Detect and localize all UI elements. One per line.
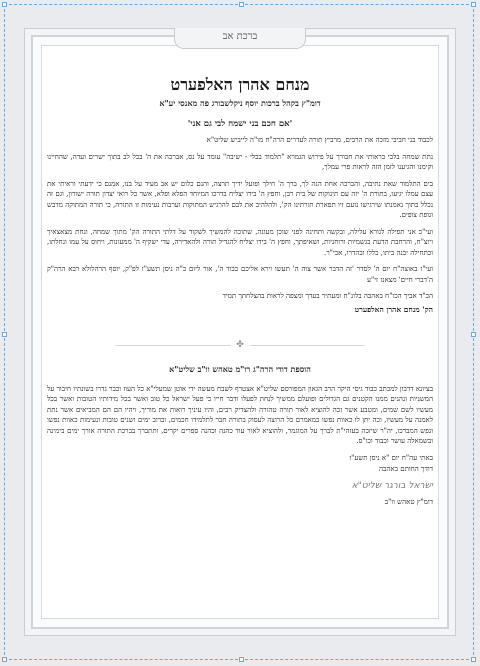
closing-line: דודך החותם באהבה (378, 464, 433, 473)
letter-title: מנחם אהרן האלפערט (170, 75, 310, 94)
letter-content (47, 69, 433, 615)
body-paragraph: ועי"כ אני תפילה לנורא עלילה, ובקשה ותחינה לפני שוכן מעונה, שתוכה להמשיך לשקוד על דלתי התורה הק' מתוך שמחה, ונחת מצאצאיך ויוצ"ח, והרחבת הדעת בגשמיות ורוחניות, ושאיפתך, וחפץ ה' בידו יצליח להגדיל תורה ולהאדירה, עדי ישקיף ה' ממעונות, ויחוס על עמו ונחלתו, וכתחילה יבנה ביתו, כללו ובהדרו, אכי"ר. (47, 227, 433, 257)
resize-handle[interactable] (239, 657, 244, 662)
addition-paragraph: בציונא דדבון למכתב כבוד גיסי היקר הרב הגאון המפורסם שליט"א אצטרף לשבח מעשה ידי אוטן שמעלי"א כל העוז וכבר גדרו בשונתיו חיבור על המשניות ונהנים ממנו הקטנים גם הגדולים ופועלם ממשיך לנחת לפעלו ודבר חייו כי פעל ישראל כל טוב ואשר בכל מידותיו הטובות ואשר בכל מעשיו לשם שמים, ומטבע אשר זכה להוציא לאור תורה טהורה ולהצדיק רבים, והיו עיניך רואות את מוריך, ויהיו הם הם המביאים אשר נתת לאמנה על מעשיו, וכה יתן לו כאוות נפשו כמאמרם כל הרוצה לעסוק בתורה חבר לתלמידו חכמים, וברוב ימים ושנים טובות ונעימות כאוות נפשו ונפש המברכו, יה"ר שיזכה בעזהי"ת לברך על המוגמר, ולהוציא לאור עוד כהנה וכהנה ספרים יקרים, ותתברך בברכת התורה אורך ימים בימינה ובשמאלה עושר וכבוד וכו"ס. (47, 384, 433, 445)
greeting: לכבוד בני חביבי מזכה את הרבים, מרביץ תורה לעדרים הרה"ח מו"ה לייביש שליט"א (206, 136, 433, 144)
addition-title: הוספת דודי הרה"ג רו"מ טאהש וו"ב שליט"א (169, 363, 311, 374)
body-paragraph: ועי"ז באוצה"ח יום ה' לסדר 'זה הדבר אשר צוה ה' תעשו וירא אליכם כבוד ה', אור ליום כ"ה ניסן תשע"ז לפ"ק, יוסף הרהלולא רבא הרה"ק ה'דברי חיים' מצאנז זי"ע (47, 265, 433, 284)
header-label: ברכת אב (174, 28, 306, 49)
signature-line: הק' מנחם אהרן האלפערט (354, 304, 433, 314)
resize-handle[interactable] (471, 332, 476, 337)
divider-ornament-icon: ✤ (230, 340, 250, 350)
divider (115, 339, 365, 350)
body-paragraph: בים התלמוד שאת נתיבה, והברכה אחת הנה לך, ברך ה' חילך ופועל ידיך תרצה, והנם כלום יש אב מעיד על בנו, אמנם כי ידעתי וראיתי את עצם עמלו יגיעו, בתורת ה' יזה עם תינוקות של בית רבן, וחפץ ה' בידו יצליח בדרכו המיוחד הפלא ופלא, אשר כל רואי יצדון תורה ישורון, וגם זה נכלל בתוך נאמנתו שירגישו נועם זיו תפארת תורתינו הק', ולהלהיב את לבם להרגיש המתוקות וערבות נעימות זו התורה, כי תורה המתוקה מדבש ונופת צופים. (47, 179, 433, 219)
resize-handle[interactable] (2, 657, 7, 662)
letter-subtitle: דומ"ץ בקהל ברכות יוסף ניקלשבורג פה מאנסי יע"א (159, 98, 321, 108)
resize-handle[interactable] (471, 2, 476, 7)
resize-handle[interactable] (2, 332, 7, 337)
addition-signer: דומ"ץ טאהש וו"ב (384, 497, 433, 506)
resize-handle[interactable] (471, 657, 476, 662)
closing-line: באתי עה"ח יום "א ניסן תשע"ז (349, 453, 433, 462)
body-paragraph: נתת שמחה בלבי בראותי את חבורך על פירוש הגמרא "תלמוד בבלי - ישיבה" עומד על נס, אברכה את ה' בכל לב בתוך ישרים ועדה, שהחיינו וקימנו והגיענו לזמן הזה לראות פרי עמלך, (47, 152, 433, 171)
closing-block (47, 453, 433, 475)
letter-frame (24, 28, 456, 636)
handwritten-signature: ישראל בורגר שליט"א (351, 480, 433, 491)
resize-handle[interactable] (239, 2, 244, 7)
resize-handle[interactable] (2, 2, 7, 7)
closing-paragraph: הכ"ד אביך הכו"ח באהבה בלונ"ח ומעתיר בעדך ומצפה לראות בהצלחתך תמיד (222, 292, 433, 300)
opening-quote: 'אם חכם בני ישמח לבי גם אני' (187, 119, 293, 129)
